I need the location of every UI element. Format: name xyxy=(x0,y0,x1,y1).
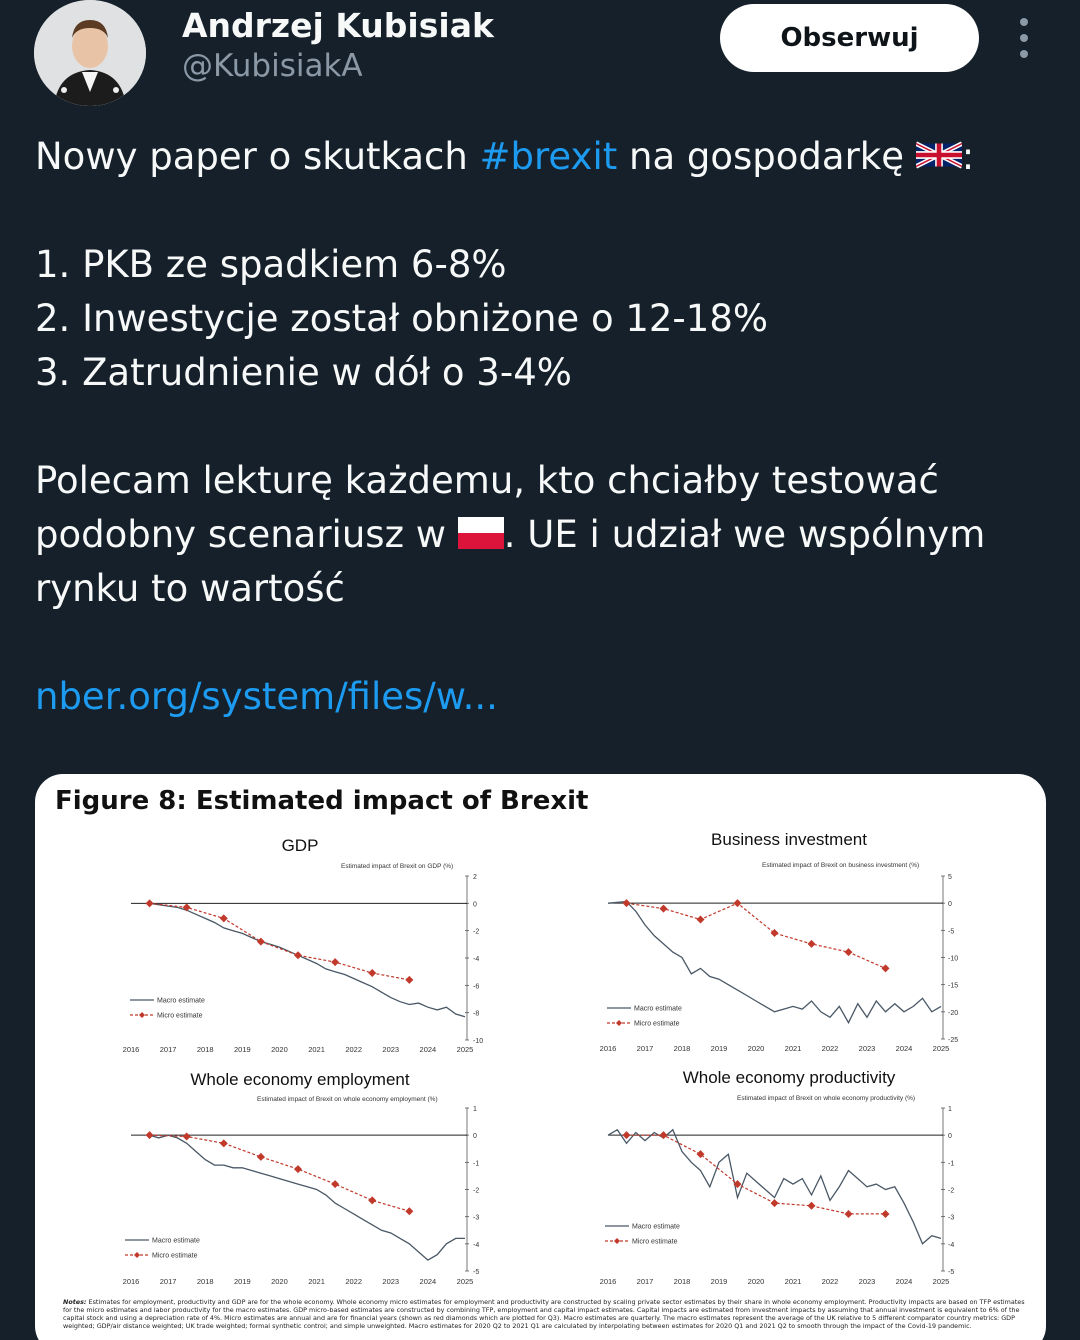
y-tick-label: -5 xyxy=(948,1269,955,1276)
poland-flag-icon xyxy=(458,517,504,549)
x-tick-label: 2016 xyxy=(122,1045,140,1054)
micro-point xyxy=(660,1131,668,1139)
micro-point xyxy=(623,1131,631,1139)
x-tick-label: 2020 xyxy=(271,1277,288,1286)
x-tick-label: 2025 xyxy=(932,1044,950,1053)
micro-point xyxy=(220,1139,228,1147)
y-tick-label: 5 xyxy=(948,874,952,881)
y-tick-label: -20 xyxy=(948,1009,959,1017)
micro-point xyxy=(882,964,890,972)
legend-micro-label: Micro estimate xyxy=(632,1238,678,1246)
x-tick-label: 2020 xyxy=(271,1045,288,1054)
hashtag-link[interactable]: #brexit xyxy=(479,135,618,178)
paragraph-line-2-post: . UE i udział we wspólnym xyxy=(503,513,986,556)
x-tick-label: 2016 xyxy=(122,1277,140,1286)
chart-title: Whole economy employment xyxy=(190,1070,410,1089)
micro-point xyxy=(771,1199,779,1207)
chart-panel-3 xyxy=(123,1070,480,1286)
tweet-media-image[interactable] xyxy=(35,774,1046,1340)
list-item-2: 2. Inwestycje został obniżone o 12-18% xyxy=(35,297,769,340)
micro-point xyxy=(368,969,376,977)
x-tick-label: 2016 xyxy=(599,1044,617,1053)
more-options-icon[interactable] xyxy=(1012,18,1036,58)
micro-point xyxy=(845,1210,853,1218)
chart-ylabel: Estimated impact of Brexit on business investment (%) xyxy=(762,862,920,869)
x-tick-label: 2020 xyxy=(747,1044,765,1053)
y-tick-label: -4 xyxy=(473,1241,480,1249)
y-tick-label: -8 xyxy=(473,1010,480,1018)
x-tick-label: 2019 xyxy=(233,1045,251,1054)
x-tick-label: 2021 xyxy=(784,1044,802,1053)
x-tick-label: 2025 xyxy=(456,1045,474,1054)
chart-panel-2 xyxy=(600,830,959,1053)
x-tick-label: 2023 xyxy=(382,1277,400,1286)
avatar-photo xyxy=(34,0,146,106)
x-tick-label: 2019 xyxy=(233,1277,251,1286)
chart-panel-1 xyxy=(123,836,484,1054)
legend-micro-marker xyxy=(139,1012,145,1018)
author-handle[interactable]: @KubisiakA xyxy=(182,48,363,84)
tweet-line1-end: : xyxy=(961,135,975,178)
y-tick-label: -1 xyxy=(473,1160,480,1168)
legend-micro-marker xyxy=(134,1252,140,1258)
x-tick-label: 2020 xyxy=(747,1277,765,1286)
micro-point xyxy=(294,951,302,959)
x-tick-label: 2017 xyxy=(636,1044,654,1053)
y-tick-label: -2 xyxy=(473,928,480,936)
list-item-3: 3. Zatrudnienie w dół o 3-4% xyxy=(35,351,572,394)
paragraph-line-2-pre: podobny scenariusz w xyxy=(35,513,458,556)
y-tick-label: 0 xyxy=(473,901,477,909)
follow-button[interactable]: Obserwuj xyxy=(720,4,979,72)
x-tick-label: 2017 xyxy=(159,1045,177,1054)
x-tick-label: 2023 xyxy=(858,1044,876,1053)
x-tick-label: 2022 xyxy=(345,1277,363,1286)
y-tick-label: -10 xyxy=(473,1038,484,1045)
y-tick-label: -2 xyxy=(473,1187,480,1195)
avatar[interactable] xyxy=(34,0,146,106)
x-tick-label: 2022 xyxy=(821,1044,839,1053)
chart-title: GDP xyxy=(281,836,319,855)
micro-point xyxy=(331,1180,339,1188)
figure-title: Figure 8: Estimated impact of Brexit xyxy=(55,786,589,816)
uk-flag-icon xyxy=(916,140,962,170)
chart-title: Business investment xyxy=(711,830,867,849)
paragraph-line-1: Polecam lekturę każdemu, kto chciałby testować xyxy=(35,459,939,502)
y-tick-label: -4 xyxy=(473,956,480,963)
legend-micro-label: Micro estimate xyxy=(157,1012,203,1020)
micro-point xyxy=(257,1153,265,1161)
x-tick-label: 2024 xyxy=(895,1044,913,1053)
x-tick-label: 2018 xyxy=(673,1044,691,1053)
chart-ylabel: Estimated impact of Brexit on whole economy employment (%) xyxy=(257,1096,438,1103)
micro-point xyxy=(331,958,339,966)
y-tick-label: -15 xyxy=(948,982,959,990)
y-tick-label: -5 xyxy=(473,1269,480,1276)
y-tick-label: -5 xyxy=(948,928,955,936)
micro-point xyxy=(220,914,228,922)
y-tick-label: 0 xyxy=(948,1133,952,1141)
micro-point xyxy=(183,903,191,911)
micro-point xyxy=(808,1202,816,1210)
author-name[interactable]: Andrzej Kubisiak xyxy=(182,6,494,45)
x-tick-label: 2022 xyxy=(821,1277,839,1286)
y-tick-label: 0 xyxy=(473,1133,477,1141)
micro-point xyxy=(257,938,265,946)
y-tick-label: -10 xyxy=(948,955,959,963)
micro-point xyxy=(405,1207,413,1215)
micro-point xyxy=(623,899,631,907)
micro-point xyxy=(697,915,705,923)
micro-point xyxy=(183,1133,191,1141)
y-tick-label: -2 xyxy=(948,1187,955,1195)
legend-macro-label: Macro estimate xyxy=(632,1223,680,1231)
y-tick-label: 2 xyxy=(473,874,477,881)
micro-point xyxy=(146,899,154,907)
x-tick-label: 2022 xyxy=(345,1045,363,1054)
tweet-line1-post: na gospodarkę xyxy=(617,135,916,178)
x-tick-label: 2017 xyxy=(159,1277,177,1286)
legend-micro-label: Micro estimate xyxy=(152,1252,198,1260)
legend-macro-label: Macro estimate xyxy=(152,1237,200,1245)
notes-text: Estimates for employment, productivity and GDP are for the whole economy. Whole economy micro estimates for employment and productivity are constructed by scaling private sector estimates by their share in whole economy employment. Productivity impacts are based on TFP estimates for the micro estimates and labor productivity for the macro estimates. GDP micro-based estimates are constructed by combining TFP, employment and capital impact estimates. Capital impacts are estimated from investment impacts by assuming that annual investment is equivalent to 6% of the capital stock and using a depreciation rate of 4%. Micro estimates are annual and are for financial years (shown as red diamonds which are plotted for Q3). Macro estimates are quarterly. The macro estimates represent the average of the UK relative to 5 different comparator country metrics: GDP weighted; GDP/air distance weighted; UK trade weighted; formal synthetic control; and simple unweighted. Macro estimates for 2020 Q2 to 2021 Q1 are calculated by interpolating between estimates for 2020 Q1 and 2021 Q2 to smooth through the impact of the Covid-19 pandemic. xyxy=(63,1298,1025,1330)
micro-point xyxy=(294,1165,302,1173)
micro-point xyxy=(882,1210,890,1218)
x-tick-label: 2018 xyxy=(196,1045,214,1054)
article-link[interactable]: nber.org/system/files/w... xyxy=(35,675,498,718)
legend-macro-label: Macro estimate xyxy=(157,997,205,1005)
x-tick-label: 2021 xyxy=(784,1277,802,1286)
legend-micro-marker xyxy=(614,1238,620,1244)
notes-label: Notes: xyxy=(63,1298,87,1306)
y-tick-label: 1 xyxy=(473,1106,477,1113)
y-tick-label: -25 xyxy=(948,1037,959,1044)
x-tick-label: 2016 xyxy=(599,1277,617,1286)
micro-point xyxy=(146,1131,154,1139)
paragraph-line-3: rynku to wartość xyxy=(35,567,345,610)
y-tick-label: -4 xyxy=(948,1241,955,1249)
x-tick-label: 2021 xyxy=(308,1277,325,1286)
x-tick-label: 2019 xyxy=(710,1277,728,1286)
micro-point xyxy=(368,1196,376,1204)
legend-micro-label: Micro estimate xyxy=(634,1020,680,1028)
micro-point xyxy=(845,948,853,956)
micro-point xyxy=(405,976,413,984)
y-tick-label: -6 xyxy=(473,983,480,991)
x-tick-label: 2025 xyxy=(456,1277,474,1286)
micro-point xyxy=(771,929,779,937)
micro-point xyxy=(660,905,668,913)
micro-series-line xyxy=(150,903,410,980)
chart-panel-4 xyxy=(600,1068,955,1286)
list-item-1: 1. PKB ze spadkiem 6-8% xyxy=(35,243,507,286)
x-tick-label: 2024 xyxy=(419,1277,437,1286)
chart-ylabel: Estimated impact of Brexit on whole economy productivity (%) xyxy=(737,1095,916,1102)
x-tick-label: 2023 xyxy=(858,1277,876,1286)
y-tick-label: -3 xyxy=(948,1214,955,1222)
tweet-text xyxy=(35,130,1045,724)
micro-point xyxy=(808,940,816,948)
chart-ylabel: Estimated impact of Brexit on GDP (%) xyxy=(341,863,454,870)
x-tick-label: 2025 xyxy=(932,1277,950,1286)
x-tick-label: 2021 xyxy=(308,1045,325,1054)
x-tick-label: 2017 xyxy=(636,1277,654,1286)
chart-title: Whole economy productivity xyxy=(682,1068,896,1087)
figure-charts xyxy=(35,774,1046,1340)
y-tick-label: 1 xyxy=(948,1106,952,1113)
x-tick-label: 2018 xyxy=(196,1277,214,1286)
figure-notes xyxy=(63,1298,1035,1330)
x-tick-label: 2019 xyxy=(710,1044,728,1053)
x-tick-label: 2024 xyxy=(419,1045,437,1054)
x-tick-label: 2024 xyxy=(895,1277,913,1286)
legend-macro-label: Macro estimate xyxy=(634,1005,682,1013)
y-tick-label: -3 xyxy=(473,1214,480,1222)
x-tick-label: 2023 xyxy=(382,1045,400,1054)
legend-micro-marker xyxy=(616,1020,622,1026)
tweet-line1-pre: Nowy paper o skutkach xyxy=(35,135,480,178)
x-tick-label: 2018 xyxy=(673,1277,691,1286)
micro-series-line xyxy=(627,903,886,968)
y-tick-label: 0 xyxy=(948,901,952,909)
y-tick-label: -1 xyxy=(948,1160,955,1168)
